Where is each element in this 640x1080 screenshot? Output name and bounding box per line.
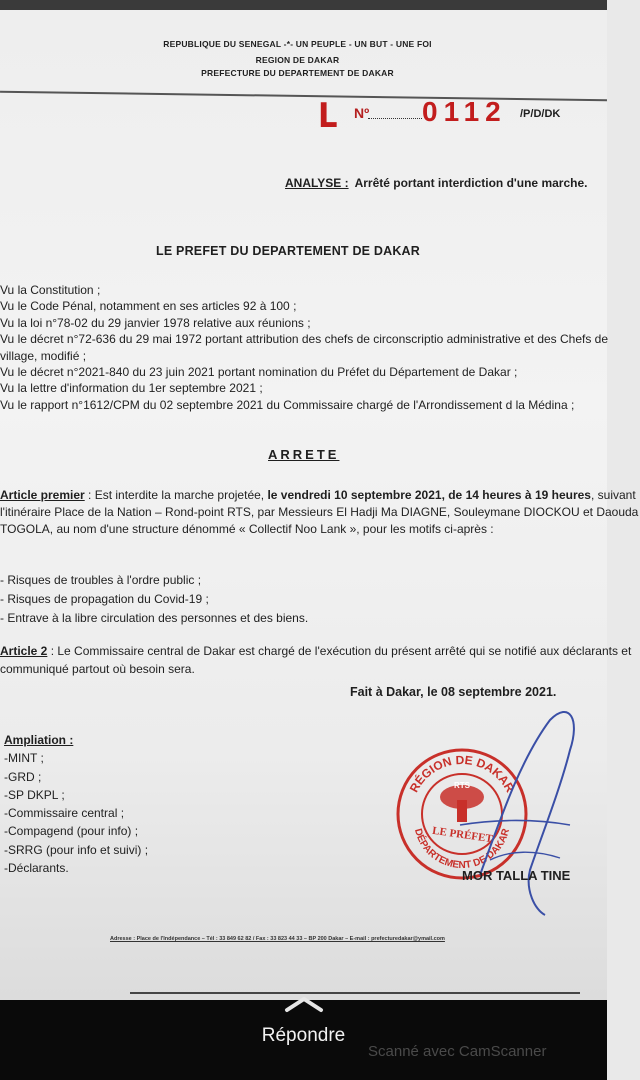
motif-item: - Entrave à la libre circulation des personnes et des biens. bbox=[0, 611, 309, 625]
article-1-text-b: , suivant l'itinéraire Place de la Nation – Rond-point RTS, par Messieurs El Hadji Ma DIAGNE, Souleymane DIOCKOU et Daouda TOGOLA, au nom d'une structure dénommé « Collectif Noo Lank », pour les motifs ci-après : bbox=[0, 488, 639, 536]
seal-bottom-text: DÉPARTEMENT DE DAKAR bbox=[411, 827, 513, 872]
reference-n-label: Nº bbox=[354, 105, 370, 121]
document-title: LE PREFET DU DEPARTEMENT DE DAKAR bbox=[156, 244, 421, 258]
ampliation-item: -SRRG (pour info et suivi) ; bbox=[4, 842, 149, 857]
header-prefecture: PREFECTURE DU DEPARTEMENT DE DAKAR bbox=[201, 68, 394, 78]
motif-item: - Risques de troubles à l'ordre public ; bbox=[0, 573, 202, 587]
motif-item: - Risques de propagation du Covid-19 ; bbox=[0, 592, 209, 606]
article-1-label: Article premier bbox=[0, 488, 85, 502]
header-region: REGION DE DAKAR bbox=[255, 55, 340, 65]
reference-dotted-line bbox=[368, 118, 422, 119]
arrete-heading: ARRETE bbox=[268, 447, 340, 462]
article-2 bbox=[0, 642, 640, 678]
ampliation-block bbox=[4, 731, 148, 877]
footer-divider bbox=[130, 992, 580, 994]
reference-value: 0112 bbox=[422, 96, 507, 127]
ampliation-title: Ampliation : bbox=[4, 733, 74, 747]
vu-item: Vu la lettre d'information du 1er septembre 2021 ; bbox=[0, 381, 263, 396]
reference-number bbox=[318, 96, 561, 136]
vu-item: Vu le décret n°72-636 du 29 mai 1972 portant attribution des chefs de circonscriptio administrative et des Chefs de village, modifié ; bbox=[0, 332, 609, 363]
vu-item: Vu le décret n°2021-840 du 23 juin 2021 portant nomination du Préfet du Département de Dakar ; bbox=[0, 365, 518, 380]
vu-item: Vu la Constitution ; bbox=[0, 283, 101, 297]
fait-a-dakar: Fait à Dakar, le 08 septembre 2021. bbox=[350, 685, 557, 699]
ampliation-item: -Compagend (pour info) ; bbox=[4, 824, 139, 839]
motifs-list bbox=[0, 571, 308, 628]
article-1-date: le vendredi 10 septembre 2021, de 14 heures à 19 heures bbox=[267, 488, 591, 502]
article-1-text-a: : Est interdite la marche projetée, bbox=[84, 488, 268, 502]
article-2-text: : Le Commissaire central de Dakar est chargé de l'exécution du présent arrêté qui se notifié aux déclarants et communiqué partout où besoin sera. bbox=[0, 644, 632, 676]
vu-list bbox=[0, 282, 640, 413]
camscanner-watermark: Scanné avec CamScanner bbox=[368, 1043, 547, 1060]
analyse-label: ANALYSE : bbox=[285, 176, 349, 190]
ampliation-item: -SP DKPL ; bbox=[4, 787, 65, 802]
ampliation-item: -MINT ; bbox=[4, 751, 44, 766]
vu-item: Vu la loi n°78-02 du 29 janvier 1978 relative aux réunions ; bbox=[0, 315, 311, 330]
vu-item: Vu le rapport n°1612/CPM du 02 septembre 2021 du Commissaire chargé de l'Arrondissement d la Médina ; bbox=[0, 397, 575, 412]
analyse-block bbox=[285, 174, 610, 192]
article-2-label: Article 2 bbox=[0, 644, 48, 658]
vu-item: Vu le Code Pénal, notamment en ses articles 92 à 100 ; bbox=[0, 299, 297, 314]
reference-stamp-mark: L bbox=[318, 96, 337, 136]
reply-button[interactable]: Répondre bbox=[261, 1025, 346, 1046]
ampliation-item: -Commissaire central ; bbox=[4, 806, 125, 821]
chevron-up-icon[interactable] bbox=[283, 995, 325, 1013]
ampliation-item: -GRD ; bbox=[4, 769, 42, 784]
header-republic: REPUBLIQUE DU SENEGAL -*- UN PEUPLE - UN BUT - UNE FOI bbox=[163, 39, 432, 49]
seal-emblem-text: RTS bbox=[454, 781, 470, 790]
footer-address: Adresse : Place de l'Indépendance – Tél : 33 849 62 82 / Fax : 33 823 44 33 – BP 200 Dakar – E-mail : prefecturedakar@ymail.com bbox=[110, 936, 445, 942]
signature bbox=[420, 700, 590, 920]
ampliation-item: -Déclarants. bbox=[4, 861, 69, 876]
article-1 bbox=[0, 487, 640, 538]
signatory-name: MOR TALLA TINE bbox=[462, 868, 571, 883]
analyse-text: Arrêté portant interdiction d'une marche. bbox=[354, 176, 588, 190]
reference-suffix: /P/D/DK bbox=[520, 108, 561, 120]
seal-center-text: LE PRÉFET bbox=[431, 824, 494, 846]
seal-top-text: RÉGION DE DAKAR bbox=[406, 752, 518, 795]
